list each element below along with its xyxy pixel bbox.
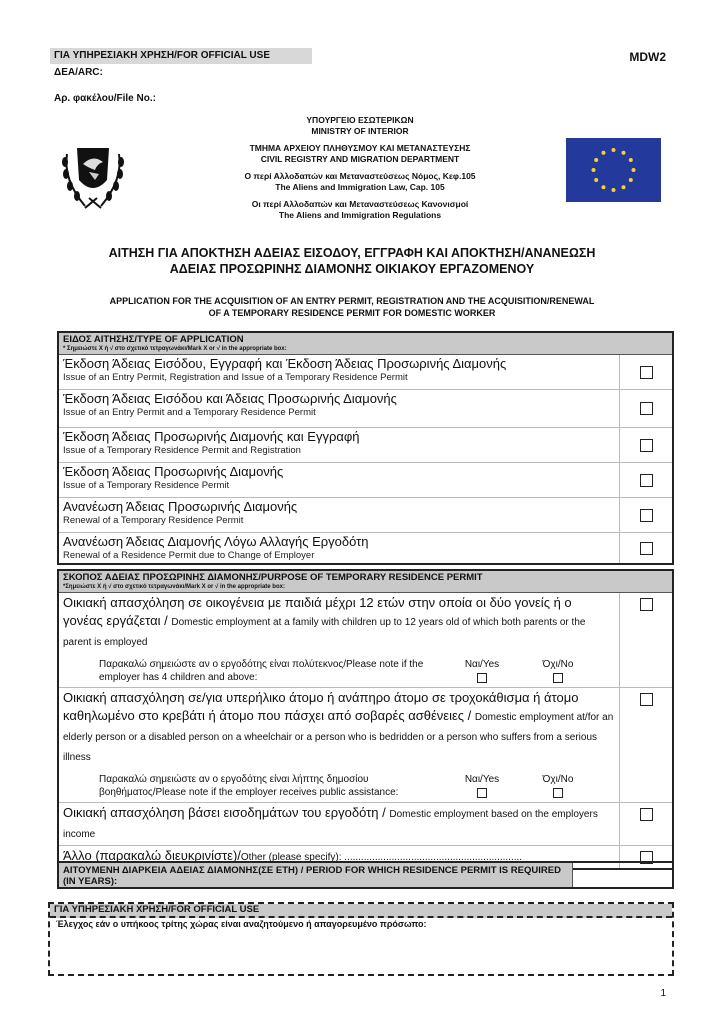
option-en: Domestic employment at a family with children up to 12 years old of which both parents or the parent is employed	[63, 617, 586, 648]
period-label: ΑΙΤΟΥΜΕΝΗ ΔΙΑΡΚΕΙΑ ΑΔΕΙΑΣ ΔΙΑΜΟΝΗΣ(ΣΕ ΕΤΗ) / PERIOD FOR WHICH RESIDENCE PERMIT IS REQUIRED (IN YEARS):	[59, 863, 573, 887]
option-en: Issue of a Temporary Residence Permit	[63, 480, 230, 491]
application-type-row	[59, 463, 672, 498]
page-number: 1	[660, 988, 666, 999]
title-gr-line2: ΑΔΕΙΑΣ ΠΡΟΣΩΡΙΝΗΣ ΔΙΑΜΟΝΗΣ ΟΙΚΙΑΚΟΥ ΕΡΓΑΖΟΜΕΝΟΥ	[169, 262, 535, 276]
arc-label: ΔΕΑ/ARC:	[54, 67, 103, 78]
option-en: Renewal of a Temporary Residence Permit	[63, 515, 244, 526]
type-of-application-header	[59, 333, 672, 355]
file-no-label: Αρ. φακέλου/File No.:	[54, 93, 156, 104]
option-gr: Οικιακή απασχόληση βάσει εισοδημάτων του εργοδότη /	[63, 805, 390, 820]
title-greek	[40, 245, 664, 277]
application-type-checkbox[interactable]	[640, 542, 653, 555]
option-gr: Έκδοση Άδειας Εισόδου, Εγγραφή και Έκδοση Άδειας Προσωρινής Διαμονής	[63, 356, 507, 371]
option-en: Domestic employment at/for an elderly person or a disabled person on a wheelchair or a person who is bedridden or a person who suffers from a serious illness	[63, 712, 614, 763]
no-checkbox[interactable]	[553, 673, 563, 683]
law-gr: Ο περί Αλλοδαπών και Μεταναστεύσεως Νόμος, Κεφ.105	[244, 171, 476, 181]
option-gr: Έκδοση Άδειας Εισόδου και Άδειας Προσωρινής Διαμονής	[63, 391, 397, 406]
regs-en: The Aliens and Immigration Regulations	[278, 210, 442, 220]
period-input[interactable]	[573, 863, 672, 887]
purpose-checkbox[interactable]	[640, 808, 653, 821]
official-use-heading: ΓΙΑ ΥΠΗΡΕΣΙΑΚΗ ΧΡΗΣΗ/FOR OFFICIAL USE	[50, 904, 672, 918]
regs-gr: Οι περί Αλλοδαπών και Μεταναστεύσεως Κανονισμοί	[251, 199, 469, 209]
purpose-checkbox[interactable]	[640, 598, 653, 611]
option-gr: Ανανέωση Άδειας Διαμονής Λόγω Αλλαγής Εργοδότη	[63, 534, 369, 549]
period-field	[57, 861, 674, 889]
official-use-banner: ΓΙΑ ΥΠΗΡΕΣΙΑΚΗ ΧΡΗΣΗ/FOR OFFICIAL USE	[50, 48, 312, 64]
option-en: Issue of a Temporary Residence Permit and Registration	[63, 445, 301, 456]
application-type-row	[59, 390, 672, 428]
department-en: CIVIL REGISTRY AND MIGRATION DEPARTMENT	[260, 154, 460, 164]
ministry-gr: ΥΠΟΥΡΓΕΙΟ ΕΣΩΤΕΡΙΚΩΝ	[306, 115, 414, 125]
option-en: Renewal of a Residence Permit due to Change of Employer	[63, 550, 315, 561]
yes-checkbox[interactable]	[477, 673, 487, 683]
yes-checkbox[interactable]	[477, 788, 487, 798]
form-code: MDW2	[629, 50, 666, 64]
yes-label: Ναι/Yes	[464, 774, 500, 785]
purpose-row	[59, 593, 672, 688]
option-gr: Οικιακή απασχόληση σε/για υπερήλικο άτομο ή ανάπηρο άτομο σε τροχοκάθισμα ή άτομο καθηλωμένο στο κρεβάτι ή άτομο που πάσχει από σοβαρές ασθένειες /	[63, 690, 579, 723]
ministry-en: MINISTRY OF INTERIOR	[311, 126, 409, 136]
title-gr-line1: ΑΙΤΗΣΗ ΓΙΑ ΑΠΟΚΤΗΣΗ ΑΔΕΙΑΣ ΕΙΣΟΔΟΥ, ΕΓΓΡΑΦΗ ΚΑΙ ΑΠΟΚΤΗΣΗ/ΑΝΑΝΕΩΣΗ	[108, 246, 596, 260]
option-gr: Έκδοση Άδειας Προσωρινής Διαμονής και Εγγραφή	[63, 429, 360, 444]
option-gr: Ανανέωση Άδειας Προσωρινής Διαμονής	[63, 499, 298, 514]
application-type-checkbox[interactable]	[640, 402, 653, 415]
note-text: Παρακαλώ σημειώστε αν ο εργοδότης είναι πολύτεκνος/Please note if the employer has 4 children and above:	[99, 659, 424, 683]
option-gr: Άλλο (παρακαλώ διευκρινίστε)/	[63, 848, 241, 863]
purpose-header	[59, 571, 672, 593]
section-instruction: * Σημειώστε Χ ή √ στο σχετικό τετραγωνάκι/Mark X or √ in the appropriate box:	[63, 346, 287, 352]
application-type-checkbox[interactable]	[640, 474, 653, 487]
no-label: Όχι/No	[542, 774, 574, 785]
option-en: Issue of an Entry Permit and a Temporary Residence Permit	[63, 407, 316, 418]
section-heading: ΣΚΟΠΟΣ ΑΔΕΙΑΣ ΠΡΟΣΩΡΙΝΗΣ ΔΙΑΜΟΝΗΣ/PURPOSE OF TEMPORARY RESIDENCE PERMIT	[63, 572, 483, 583]
purpose-row	[59, 688, 672, 803]
option-gr: Έκδοση Άδειας Προσωρινής Διαμονής	[63, 464, 284, 479]
application-type-checkbox[interactable]	[640, 439, 653, 452]
official-use-question: Έλεγχος εάν ο υπήκοος τρίτης χώρας είναι αναζητούμενο ή απαγορευμένο πρόσωπο:	[56, 919, 427, 929]
application-type-row	[59, 355, 672, 390]
application-type-checkbox[interactable]	[640, 509, 653, 522]
yes-label: Ναι/Yes	[464, 659, 500, 670]
application-type-row	[59, 498, 672, 533]
title-en-line1: APPLICATION FOR THE ACQUISITION OF AN ENTRY PERMIT, REGISTRATION AND THE ACQUISITION/RENEWAL	[109, 296, 595, 306]
type-of-application-table	[57, 331, 674, 565]
department-gr: ΤΜΗΜΑ ΑΡΧΕΙΟΥ ΠΛΗΘΥΣΜΟΥ ΚΑΙ ΜΕΤΑΝΑΣΤΕΥΣΗΣ	[249, 143, 471, 153]
official-use-box	[48, 902, 674, 976]
other-specify-field[interactable]: Other (please specify): ................................................................	[240, 852, 523, 863]
option-en: Domestic employment based on the employers income	[63, 809, 598, 840]
application-type-checkbox[interactable]	[640, 366, 653, 379]
application-type-row	[59, 533, 672, 563]
purpose-checkbox[interactable]	[640, 693, 653, 706]
law-en: The Aliens and Immigration Law, Cap. 105	[275, 182, 445, 192]
section-instruction: *Σημειώστε Χ ή √ στο σχετικό τετραγωνάκι/Mark X or √ in the appropriate box:	[63, 584, 285, 590]
coat-of-arms-icon	[55, 140, 131, 216]
title-en-line2: OF A TEMPORARY RESIDENCE PERMIT FOR DOMESTIC WORKER	[208, 308, 496, 318]
note-text: Παρακαλώ σημειώστε αν ο εργοδότης είναι λήπτης δημοσίου βοηθήματος/Please note if the employer receives public assistance:	[99, 774, 399, 798]
purpose-row	[59, 803, 672, 846]
purpose-table	[57, 569, 674, 870]
eu-flag-icon	[566, 138, 661, 202]
option-en: Issue of an Entry Permit, Registration and Issue of a Temporary Residence Permit	[63, 372, 408, 383]
no-checkbox[interactable]	[553, 788, 563, 798]
title-english	[40, 295, 664, 319]
option-gr: Οικιακή απασχόληση σε οικογένεια με παιδιά μέχρι 12 ετών στην οποία οι δύο γονείς ή ο γονέας εργάζεται /	[63, 595, 572, 628]
section-heading: ΕΙΔΟΣ ΑΙΤΗΣΗΣ/TYPE OF APPLICATION	[63, 334, 244, 345]
ministry-header	[200, 115, 520, 221]
no-label: Όχι/No	[542, 659, 574, 670]
application-type-row	[59, 428, 672, 463]
